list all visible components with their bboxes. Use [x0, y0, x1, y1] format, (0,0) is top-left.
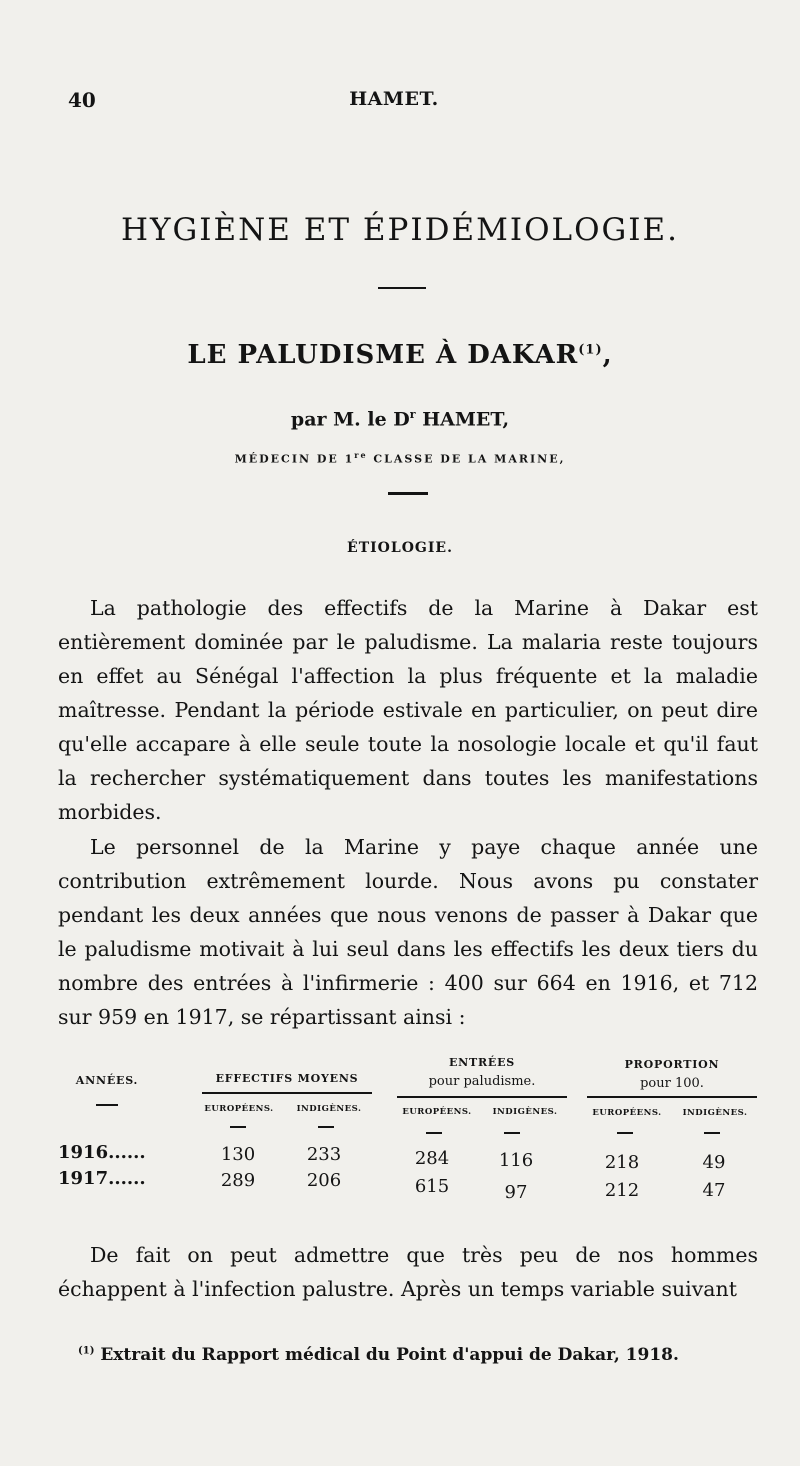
header-years-dash [96, 1104, 118, 1106]
row-1917-year: 1917...... [58, 1168, 146, 1189]
row-1916-pro-ind: 49 [702, 1152, 726, 1173]
page-header [68, 88, 720, 118]
byline-prefix: par M. le D [290, 408, 410, 431]
row-1917-pro-eur: 212 [604, 1180, 640, 1201]
row-1916-ent-ind: 116 [498, 1150, 534, 1171]
subheader-entrees-europeens: EUROPÉENS. [402, 1107, 472, 1117]
row-1916-eff-ind: 233 [306, 1144, 342, 1165]
subsection-title: ÉTIOLOGIE. [347, 540, 453, 556]
footnote-marker: (1) [78, 1345, 95, 1357]
byline-divider [388, 492, 428, 495]
author-affiliation [0, 450, 800, 466]
footnote [78, 1345, 758, 1365]
header-years: ANNÉES. [75, 1074, 139, 1087]
header-proportion: PROPORTION [624, 1058, 720, 1071]
byline [0, 408, 800, 430]
sub-dash [318, 1126, 334, 1128]
header-effectifs-rule [202, 1092, 372, 1094]
title-divider [378, 287, 426, 289]
byline-sup: r [409, 408, 416, 421]
subheader-entrees-indigenes: INDIGÈNES. [492, 1107, 558, 1117]
subheader-proportion-europeens: EUROPÉENS. [592, 1108, 662, 1118]
affiliation-a: MÉDECIN DE 1 [234, 452, 355, 466]
statistics-table [52, 1052, 762, 1222]
sub-dash [230, 1126, 246, 1128]
footnote-text: Extrait du Rapport médical du Point d'appui de Dakar, 1918. [94, 1345, 679, 1365]
sub-dash [426, 1132, 442, 1134]
article-title [0, 340, 800, 370]
section-title: HYGIÈNE ET ÉPIDÉMIOLOGIE. [120, 212, 680, 248]
paragraph-2: Le personnel de la Marine y paye chaque année une contribution extrêmement lourde. Nous avons pu constater pendant les deux années que nous venons de passer à Dakar que le paludisme motivait à lui seul dans les effectifs les deux tiers du nombre des entrées à l'infirmerie : 400 sur 664 en 1916, et 712 sur 959 en 1917, se répartissant ainsi : [58, 835, 758, 1029]
affiliation-sup: re [354, 450, 368, 460]
row-1916-year: 1916...... [58, 1142, 146, 1163]
affiliation-b: CLASSE DE LA MARINE, [367, 452, 566, 466]
subheader-effectifs-europeens: EUROPÉENS. [204, 1104, 274, 1114]
sub-dash [504, 1132, 520, 1134]
row-1917-eff-eur: 289 [220, 1170, 256, 1191]
row-1917-eff-ind: 206 [306, 1170, 342, 1191]
header-entrees: ENTRÉES [448, 1056, 516, 1069]
header-effectifs: EFFECTIFS MOYENS [215, 1072, 359, 1085]
row-1917-pro-ind: 47 [702, 1180, 726, 1201]
article-title-footnote-marker: (1) [578, 342, 603, 358]
header-entrees-sub: pour paludisme. [428, 1074, 536, 1089]
paragraph-1: La pathologie des effectifs de la Marine à Dakar est entièrement dominée par le paludisme. La malaria reste toujours en effet au Sénégal l'affection la plus fréquente et la maladie maîtresse. Pendant la période estivale en particulier, on peut dire qu'elle accapare à elle seule toute la nosologie locale et qu'il faut la rechercher systématiquement dans toutes les manifestations morbides. [58, 596, 758, 824]
article-title-trail: , [602, 340, 613, 370]
header-entrees-rule [397, 1096, 567, 1098]
header-proportion-sub: pour 100. [640, 1076, 704, 1091]
row-1917-ent-ind: 97 [504, 1182, 528, 1203]
sub-dash [617, 1132, 633, 1134]
row-1916-eff-eur: 130 [220, 1144, 256, 1165]
row-1916-ent-eur: 284 [414, 1148, 450, 1169]
sub-dash [704, 1132, 720, 1134]
subheader-proportion-indigenes: INDIGÈNES. [682, 1108, 748, 1118]
header-proportion-rule [587, 1096, 757, 1098]
paragraph-3: De fait on peut admettre que très peu de nos hommes échappent à l'infection palustre. Après un temps variable suivant [58, 1243, 758, 1301]
page-number: 40 [68, 88, 96, 112]
byline-name: HAMET, [415, 408, 510, 431]
running-head: HAMET. [349, 88, 439, 110]
subheader-effectifs-indigenes: INDIGÈNES. [296, 1104, 362, 1114]
row-1917-ent-eur: 615 [414, 1176, 450, 1197]
row-1916-pro-eur: 218 [604, 1152, 640, 1173]
article-title-text: LE PALUDISME À DAKAR [187, 340, 579, 370]
